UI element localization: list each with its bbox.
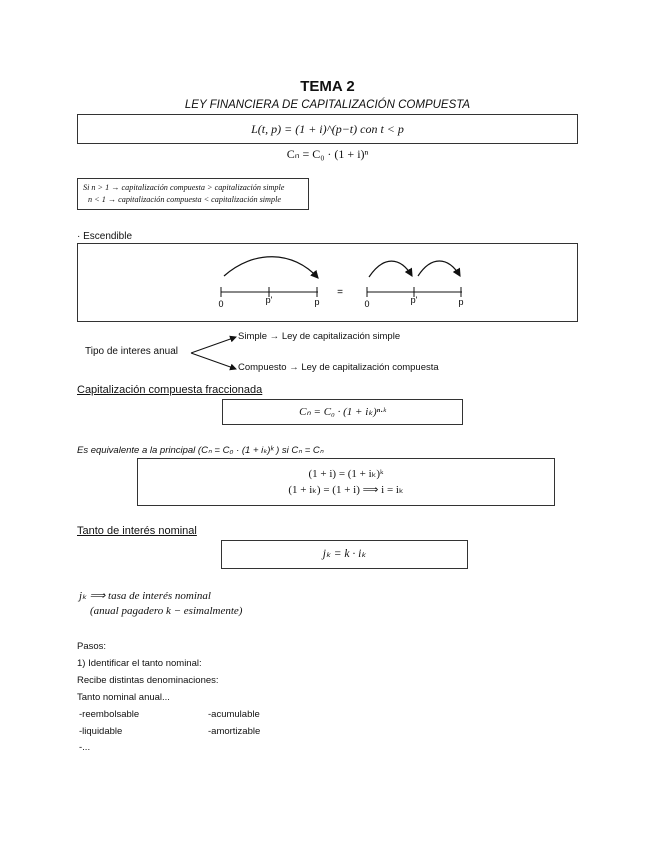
comparison-line-2: n < 1 → capitalización compuesta < capitalización simple <box>88 195 281 204</box>
escendible-label: · Escendible <box>77 231 133 242</box>
escendible-diagram-box <box>77 243 578 322</box>
equivalente-line-2: (1 + iₖ) = (1 + i) ⟹ i = iₖ <box>288 484 404 496</box>
page-title: TEMA 2 <box>300 78 355 95</box>
right-label-p-prime: p' <box>410 295 418 305</box>
right-arc-arrow-1 <box>369 261 412 277</box>
fraccionada-heading: Capitalización compuesta fraccionada <box>77 384 263 396</box>
nominal-formula: jₖ = k · iₖ <box>322 548 367 560</box>
cn-formula: Cₙ = C₀ · (1 + i)ⁿ <box>286 147 369 161</box>
branch-arrows <box>188 332 240 374</box>
pasos-col2-item: -amortizable <box>208 726 261 737</box>
right-label-0: 0 <box>364 299 370 309</box>
right-label-p: p <box>458 297 464 307</box>
equivalente-box <box>137 458 555 506</box>
pasos-col1-item: -reembolsable <box>79 709 140 720</box>
equivalente-text: Es equivalente a la principal (Cₙ = C₀ · (1 + iₖ)ᵏ ) si Cₙ = Cₙ <box>77 445 324 456</box>
right-arc-arrow-2 <box>418 261 460 276</box>
main-formula: L(t, p) = (1 + i)^(p−t) con t < p <box>251 122 404 136</box>
page-subtitle: LEY FINANCIERA DE CAPITALIZACIÓN COMPUESTA <box>184 99 471 111</box>
equivalente-line-1: (1 + i) = (1 + iₖ)ᵏ <box>308 468 384 480</box>
escendible-diagram <box>78 244 577 321</box>
left-label-p: p <box>314 297 320 307</box>
left-label-0: 0 <box>218 299 224 309</box>
pasos-step-1c: Tanto nominal anual... <box>77 692 170 703</box>
comparison-box <box>77 178 309 210</box>
tipo-interes-label: Tipo de interes anual <box>85 346 179 357</box>
pasos-title: Pasos: <box>77 641 107 652</box>
pasos-col2-item: -acumulable <box>208 709 260 720</box>
pasos-col1-item: -... <box>79 742 91 753</box>
nominal-desc-1: jₖ ⟹ tasa de interés nominal <box>79 590 211 602</box>
comparison-line-1: Si n > 1 → capitalización compuesta > capitalización simple <box>83 183 285 192</box>
equals-sign: = <box>337 287 343 298</box>
tipo-simple: Simple → Ley de capitalización simple <box>238 331 401 342</box>
nominal-heading: Tanto de interés nominal <box>77 525 197 537</box>
nominal-desc-2: (anual pagadero k − esimalmente) <box>90 605 243 617</box>
fraccionada-formula-box <box>222 399 463 425</box>
pasos-step-1: 1) Identificar el tanto nominal: <box>77 658 202 669</box>
pasos-col1-item: -liquidable <box>79 726 123 737</box>
main-formula-box <box>77 114 578 144</box>
fraccionada-formula: Cₙ = C₀ · (1 + iₖ)ⁿ·ᵏ <box>299 406 386 418</box>
nominal-formula-box <box>221 540 468 569</box>
pasos-step-1b: Recibe distintas denominaciones: <box>77 675 219 686</box>
tipo-compuesto: Compuesto → Ley de capitalización compuesta <box>238 362 439 373</box>
left-label-p-prime: p' <box>265 295 273 305</box>
left-arc-arrow <box>224 257 318 278</box>
